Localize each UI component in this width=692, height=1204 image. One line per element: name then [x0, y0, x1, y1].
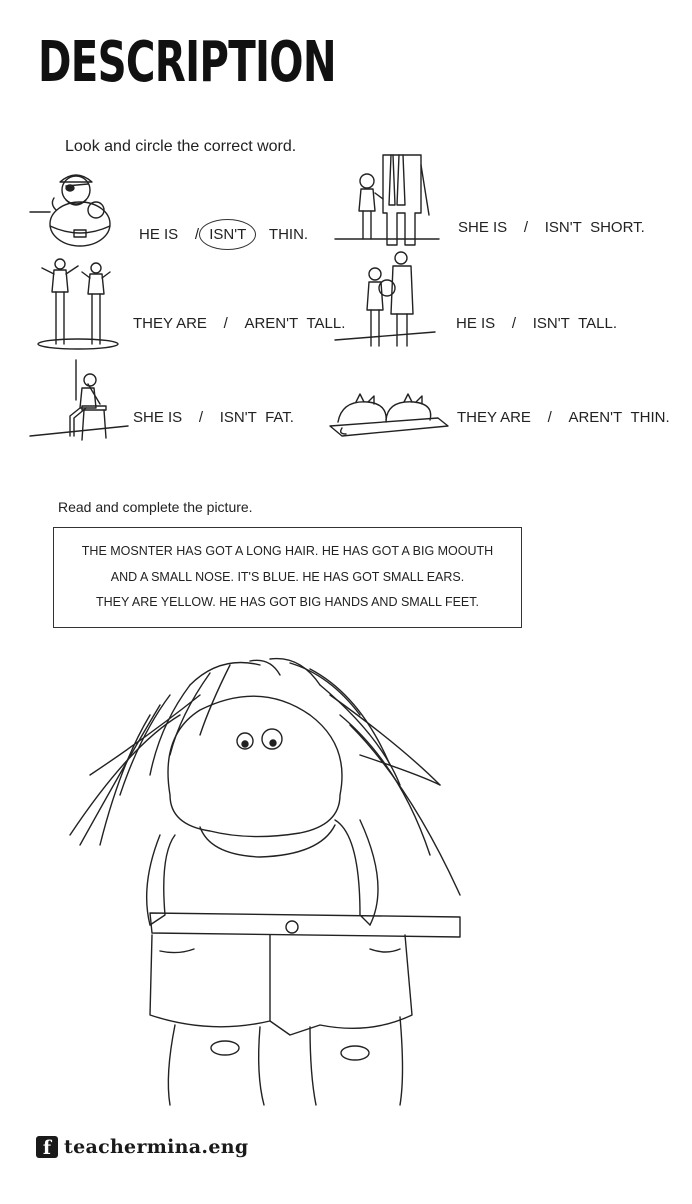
page-title: DESCRIPTION [38, 30, 336, 95]
sentence-3 [133, 315, 345, 332]
sentence-3-sep: / [223, 315, 228, 332]
sentence-1-subject[interactable]: HE IS [139, 226, 179, 243]
description-box [53, 527, 522, 628]
sentence-6 [457, 409, 670, 426]
sentence-1-negative-circled[interactable]: ISN'T [199, 219, 256, 250]
two-boys-icon [335, 250, 440, 350]
sentence-1-sep: / [194, 226, 200, 243]
sentence-5-subject[interactable]: SHE IS [133, 409, 183, 426]
section1-instruction: Look and circle the correct word. [65, 138, 297, 155]
facebook-icon[interactable]: f [36, 1136, 58, 1158]
sentence-6-negative[interactable]: AREN'T [568, 409, 623, 426]
stilt-walkers-icon [38, 252, 130, 352]
sentence-5-adjective: FAT. [265, 409, 294, 426]
sentence-3-subject[interactable]: THEY ARE [133, 315, 207, 332]
footer [36, 1136, 248, 1158]
sentence-6-subject[interactable]: THEY ARE [457, 409, 531, 426]
sentence-2 [458, 219, 645, 236]
sentence-5-negative[interactable]: ISN'T [219, 409, 257, 426]
sentence-1 [139, 219, 308, 250]
sentence-2-negative[interactable]: ISN'T [544, 219, 582, 236]
footer-handle[interactable]: teachermina.eng [64, 1136, 249, 1158]
sentence-4 [456, 315, 617, 332]
child-and-adult-icon [335, 155, 440, 250]
sentence-3-negative[interactable]: AREN'T [244, 315, 299, 332]
sentence-4-adjective: TALL. [578, 315, 617, 332]
sentence-4-sep: / [511, 315, 517, 332]
sentence-1-adjective: THIN. [268, 226, 309, 243]
sentence-2-adjective: SHORT. [590, 219, 645, 236]
sentence-6-sep: / [547, 409, 552, 426]
pirate-icon [30, 170, 130, 250]
sentence-3-adjective: TALL. [306, 315, 346, 332]
sentence-5 [133, 409, 294, 426]
sentence-2-sep: / [523, 219, 529, 236]
monster-drawing-icon [60, 655, 480, 1105]
girl-on-stool-icon [30, 360, 130, 442]
description-line-3: THEY ARE YELLOW. HE HAS GOT BIG HANDS AND SMALL FEET. [96, 595, 479, 609]
sentence-5-sep: / [198, 409, 204, 426]
sleeping-cats-icon [328, 388, 450, 440]
description-line-2: AND A SMALL NOSE. IT'S BLUE. HE HAS GOT SMALL EARS. [110, 570, 465, 584]
sentence-4-subject[interactable]: HE IS [456, 315, 496, 332]
description-line-1: THE MOSNTER HAS GOT A LONG HAIR. HE HAS GOT A BIG MOOUTH [81, 544, 494, 558]
sentence-2-subject[interactable]: SHE IS [458, 219, 508, 236]
sentence-4-negative[interactable]: ISN'T [532, 315, 570, 332]
section2-instruction: Read and complete the picture. [58, 499, 253, 515]
sentence-6-adjective: THIN. [630, 409, 670, 426]
